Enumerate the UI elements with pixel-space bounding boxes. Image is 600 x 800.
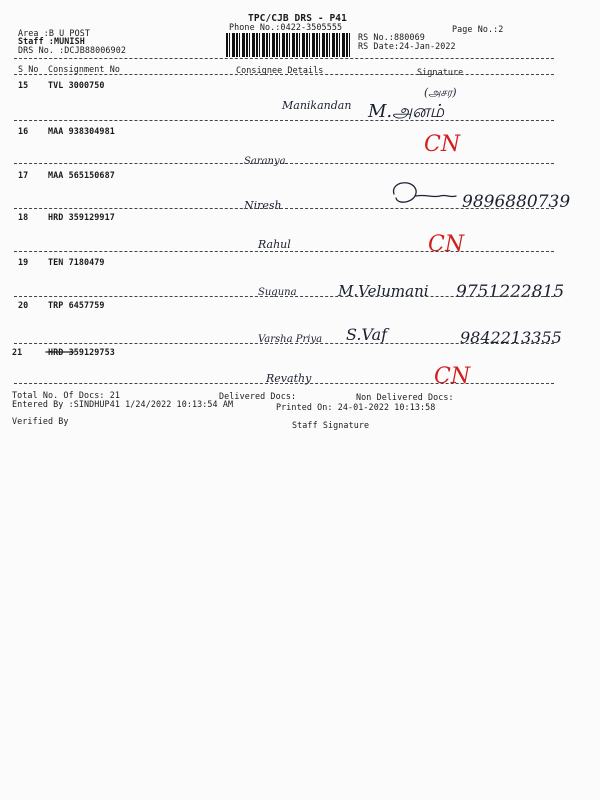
column-header-consignee: Consignee Details bbox=[236, 65, 324, 75]
entered-by: Entered By :SINDHUP41 1/24/2022 10:13:54 AM bbox=[12, 399, 234, 409]
handwritten-signature-extra: (அசர) bbox=[424, 86, 457, 99]
header-divider bbox=[14, 58, 554, 59]
handwritten-consignee: Manikandan bbox=[282, 99, 352, 112]
handwritten-signature-scribble bbox=[388, 176, 458, 212]
drs-number: DRS No. :DCJB88006902 bbox=[18, 45, 126, 55]
handwritten-consignee: Rahul bbox=[258, 238, 291, 251]
row-divider bbox=[14, 383, 554, 384]
row-sno: 18 bbox=[18, 212, 29, 222]
column-header-sno: S No bbox=[18, 64, 39, 74]
delivered-docs: Delivered Docs: bbox=[219, 391, 297, 401]
row-sno: 19 bbox=[18, 257, 29, 267]
row-consignment: TRP 6457759 bbox=[48, 300, 105, 310]
staff-signature-label: Staff Signature bbox=[292, 420, 370, 430]
row-divider bbox=[14, 251, 554, 252]
handwritten-phone: 9842213355 bbox=[460, 328, 562, 347]
page-number: Page No.:2 bbox=[452, 24, 504, 34]
printed-on: Printed On: 24-01-2022 10:13:58 bbox=[276, 402, 436, 412]
row-sno: 20 bbox=[18, 300, 29, 310]
barcode-image bbox=[226, 33, 352, 57]
row-divider bbox=[14, 296, 554, 297]
handwritten-consignee: Suguna bbox=[258, 287, 297, 298]
column-divider bbox=[14, 74, 554, 75]
rs-date: RS Date:24-Jan-2022 bbox=[358, 41, 456, 51]
rs-number: RS No.:880069 bbox=[358, 32, 425, 42]
row-sno: 16 bbox=[18, 126, 29, 136]
handwritten-consignee: Niresh bbox=[244, 199, 282, 212]
row-consignment: HRD 359129753 bbox=[48, 347, 115, 357]
cn-mark: CN bbox=[424, 132, 461, 157]
handwritten-signature: S.Vaf bbox=[346, 325, 388, 344]
row-sno: 17 bbox=[18, 170, 29, 180]
verified-by-label: Verified By bbox=[12, 416, 69, 426]
row-divider bbox=[14, 163, 554, 164]
strikethrough-mark bbox=[46, 349, 76, 355]
phone-number: Phone No.:0422-3505555 bbox=[229, 22, 343, 32]
area-label: Area :B U POST bbox=[18, 28, 90, 38]
row-divider bbox=[14, 208, 554, 209]
cn-mark: CN bbox=[434, 364, 471, 389]
row-consignment: HRD 359129917 bbox=[48, 212, 115, 222]
row-sno: 15 bbox=[18, 80, 29, 90]
row-divider bbox=[14, 343, 554, 344]
handwritten-consignee: Saranya bbox=[244, 156, 286, 167]
row-sno: 21 bbox=[12, 347, 23, 357]
column-header-consignment: Consignment No bbox=[48, 64, 120, 74]
cn-mark: CN bbox=[428, 232, 465, 257]
row-consignment: MAA 938304981 bbox=[48, 126, 115, 136]
document-title: TPC/CJB DRS - P41 bbox=[248, 13, 347, 24]
staff-label: Staff :MUNISH bbox=[18, 36, 85, 46]
handwritten-phone: 9751222815 bbox=[456, 282, 565, 302]
handwritten-signature: M.அனம் bbox=[368, 101, 445, 122]
column-header-signature: Signature bbox=[417, 67, 464, 77]
row-divider bbox=[14, 120, 554, 121]
handwritten-consignee: Revathy bbox=[266, 372, 312, 385]
total-docs: Total No. Of Docs: 21 bbox=[12, 390, 120, 400]
handwritten-signature: M.Velumani bbox=[338, 282, 429, 300]
non-delivered-docs: Non Delivered Docs: bbox=[356, 392, 454, 402]
row-consignment: MAA 565150687 bbox=[48, 170, 115, 180]
handwritten-phone: 9896880739 bbox=[462, 192, 571, 212]
handwritten-consignee: Varsha Priya bbox=[258, 334, 323, 345]
row-consignment: TEN 7180479 bbox=[48, 257, 105, 267]
row-consignment: TVL 3000750 bbox=[48, 80, 105, 90]
